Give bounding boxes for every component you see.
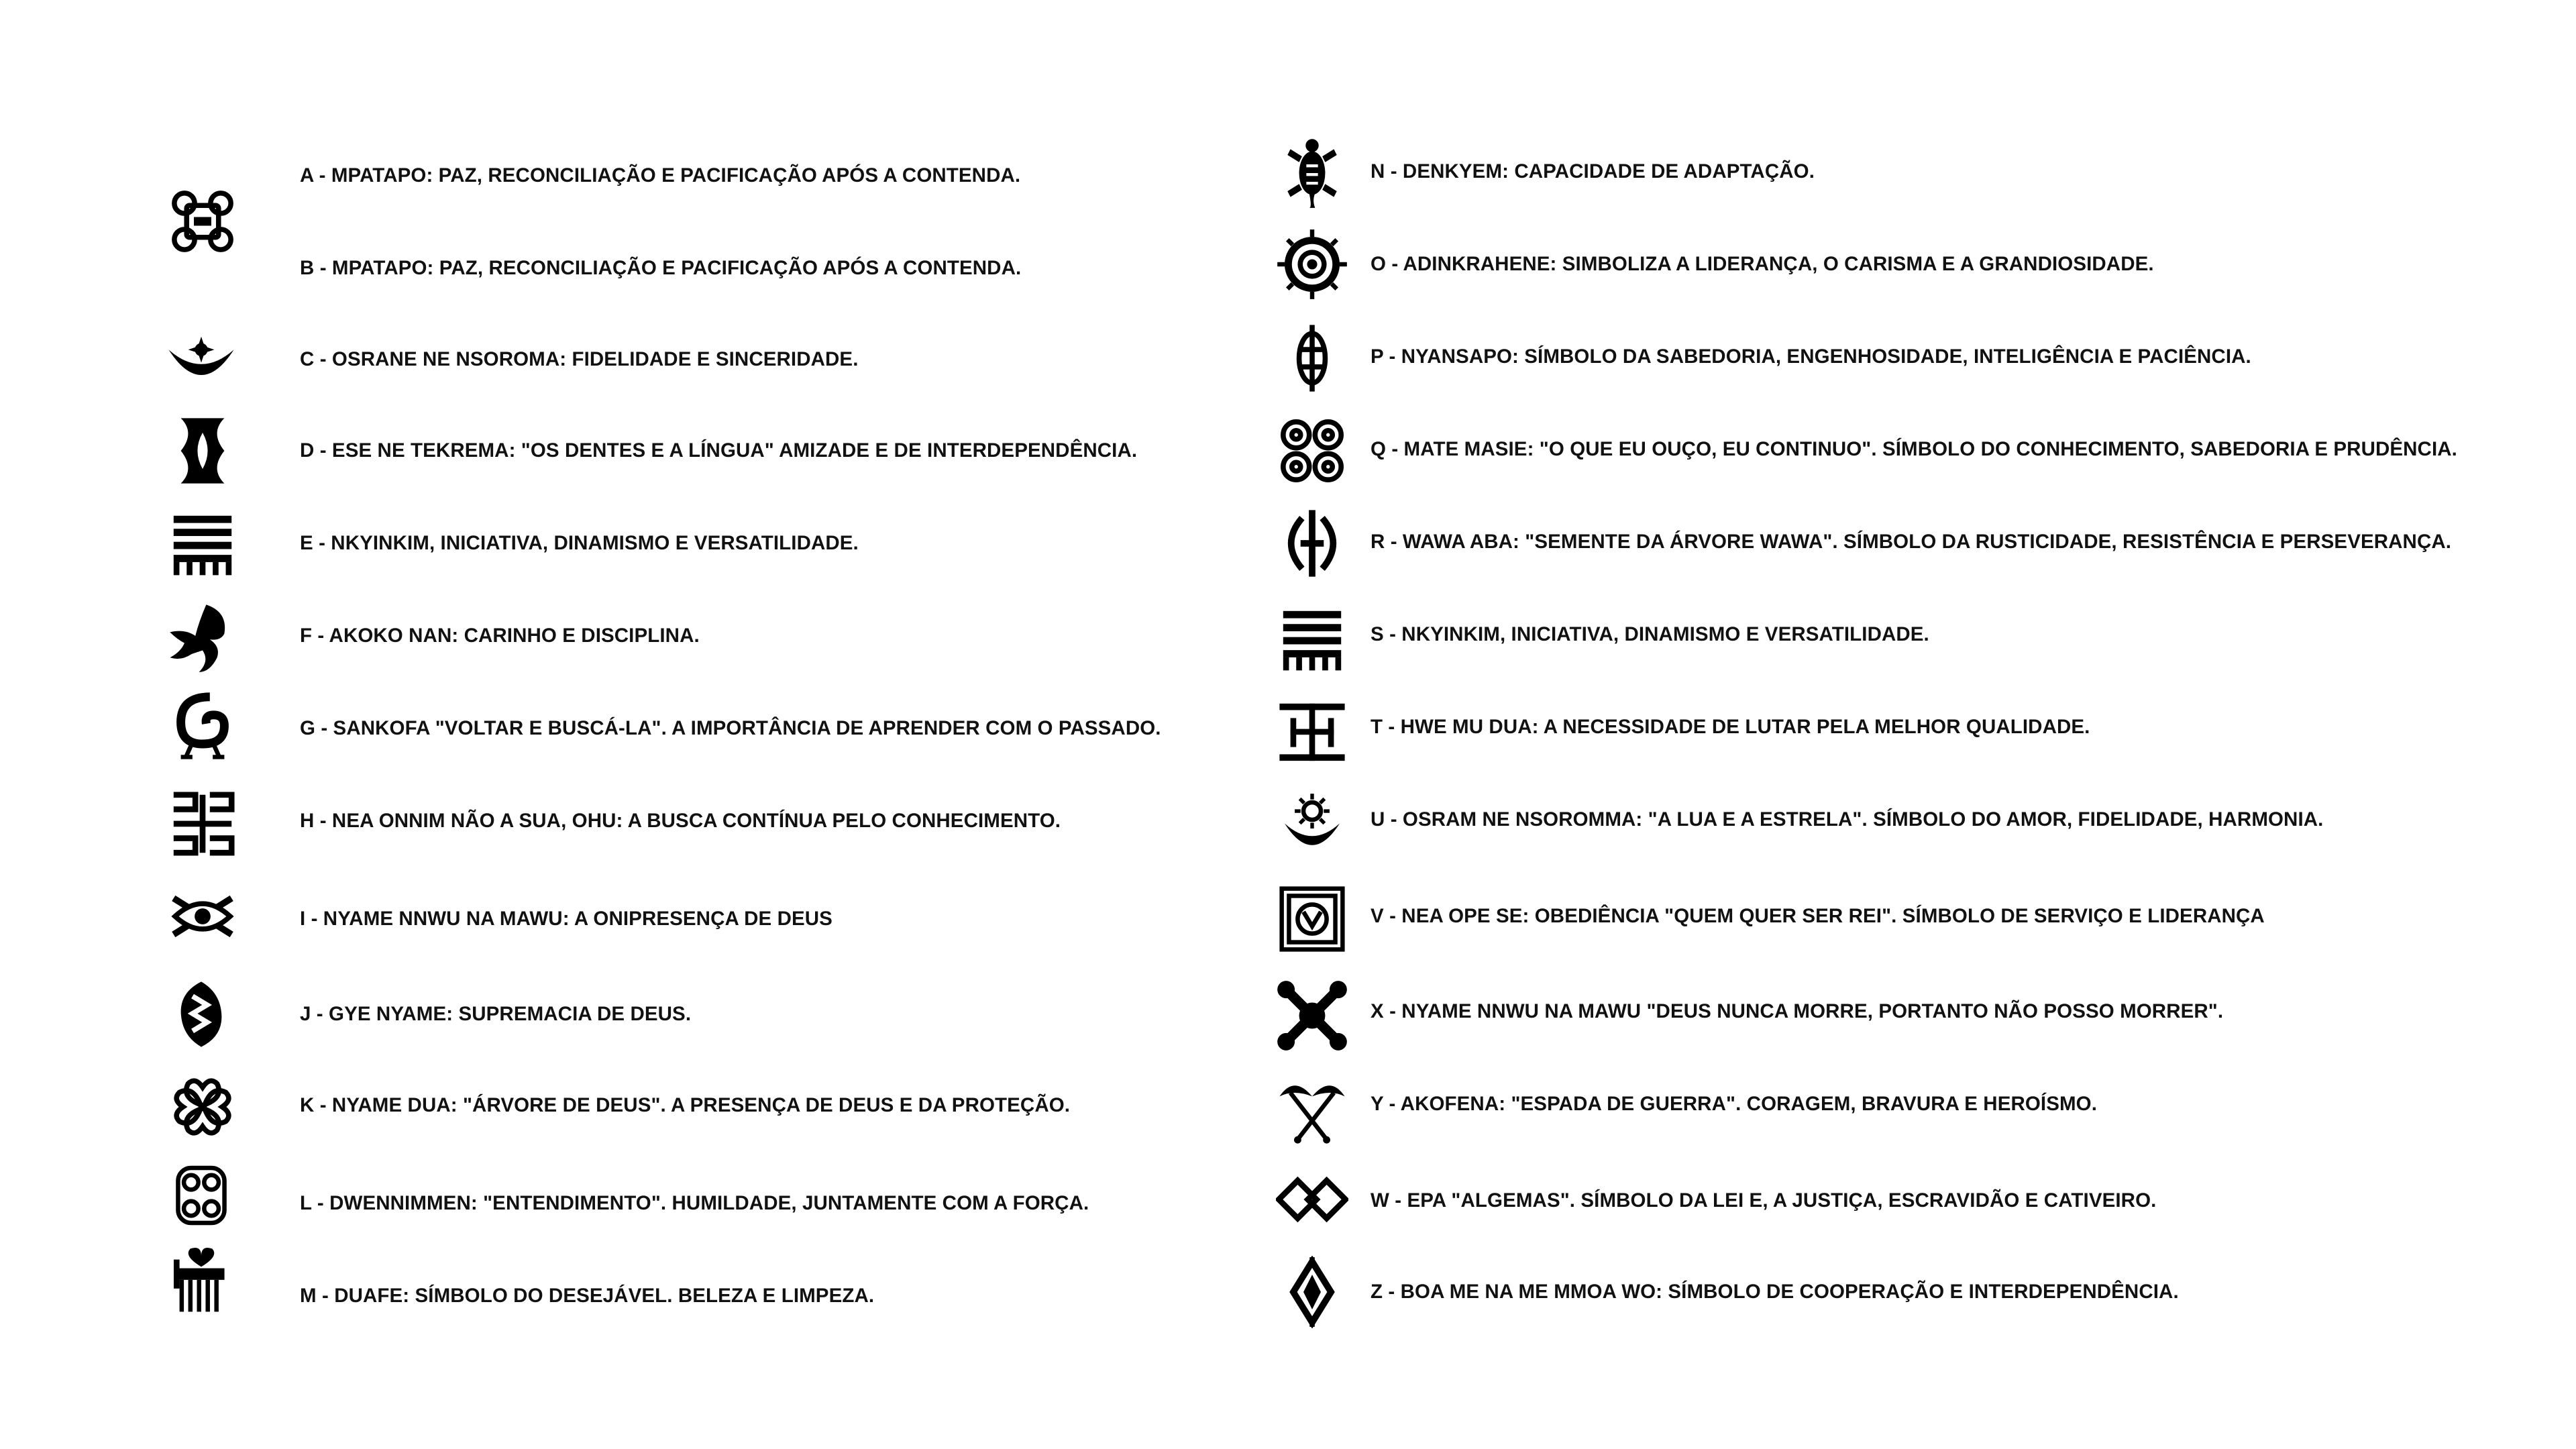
mpatapo-knot-icon [166, 185, 239, 258]
item-label-x: X - NYAME NNWU NA MAWU "DEUS NUNCA MORRE, PORTANTO NÃO POSSO MORRER". [1371, 1000, 2224, 1022]
item-label-b: B - MPATAPO: PAZ, RECONCILIAÇÃO E PACIFICAÇÃO APÓS A CONTENDA. [300, 257, 1022, 279]
item-label-c: C - OSRANE NE NSOROMA: FIDELIDADE E SINCERIDADE. [300, 348, 859, 370]
item-label-e: E - NKYINKIM, INICIATIVA, DINAMISMO E VERSATILIDADE. [300, 532, 859, 554]
nkyinkim-zigzag-icon [1276, 604, 1348, 676]
item-label-a: A - MPATAPO: PAZ, RECONCILIAÇÃO E PACIFICAÇÃO APÓS A CONTENDA. [300, 164, 1021, 186]
item-label-s: S - NKYINKIM, INICIATIVA, DINAMISMO E VERSATILIDADE. [1371, 623, 1929, 645]
teeth-tongue-icon [166, 415, 239, 487]
item-label-o: O - ADINKRAHENE: SIMBOLIZA A LIDERANÇA, O CARISMA E A GRANDIOSIDADE. [1371, 253, 2154, 275]
item-label-v: V - NEA OPE SE: OBEDIÊNCIA "QUEM QUER SER REI". SÍMBOLO DE SERVIÇO E LIDERANÇA [1371, 905, 2265, 927]
four-ears-icon [1276, 415, 1348, 487]
item-label-q: Q - MATE MASIE: "O QUE EU OUÇO, EU CONTINUO". SÍMBOLO DO CONHECIMENTO, SABEDORIA E PRUDÊNCIA. [1371, 438, 2457, 460]
moon-sun-icon [1276, 784, 1348, 856]
item-label-h: H - NEA ONNIM NÃO A SUA, OHU: A BUSCA CONTÍNUA PELO CONHECIMENTO. [300, 810, 1061, 832]
handcuffs-icon [1276, 1163, 1348, 1236]
item-label-y: Y - AKOFENA: "ESPADA DE GUERRA". CORAGEM, BRAVURA E HEROÍSMO. [1371, 1093, 2098, 1115]
wisdom-knot-icon [1276, 322, 1348, 394]
nkyinkim-zigzag-icon [166, 508, 239, 581]
eye-crossed-icon [166, 880, 239, 953]
wooden-comb-icon [165, 1245, 237, 1318]
item-label-j: J - GYE NYAME: SUPREMACIA DE DEUS. [300, 1003, 692, 1025]
cross-dots-icon [1276, 979, 1348, 1052]
item-label-p: P - NYANSAPO: SÍMBOLO DA SABEDORIA, ENGENHOSIDADE, INTELIGÊNCIA E PACIÊNCIA. [1371, 345, 2251, 368]
item-label-f: F - AKOKO NAN: CARINHO E DISCIPLINA. [300, 625, 700, 647]
knowledge-maze-icon [166, 788, 239, 860]
moon-star-icon [165, 321, 237, 393]
sankofa-bird-icon [166, 690, 239, 762]
item-label-k: K - NYAME DUA: "ÁRVORE DE DEUS". A PRESENÇA DE DEUS E DA PROTEÇÃO. [300, 1094, 1071, 1116]
crocodile-icon [1276, 137, 1348, 209]
gye-nyame-icon [165, 978, 237, 1051]
item-label-n: N - DENKYEM: CAPACIDADE DE ADAPTAÇÃO. [1371, 160, 1815, 182]
item-label-d: D - ESE NE TEKREMA: "OS DENTES E A LÍNGUA" AMIZADE E DE INTERDEPENDÊNCIA. [300, 439, 1138, 462]
item-label-t: T - HWE MU DUA: A NECESSIDADE DE LUTAR PELA MELHOR QUALIDADE. [1371, 716, 2090, 738]
measuring-stick-icon [1276, 696, 1348, 769]
item-label-g: G - SANKOFA "VOLTAR E BUSCÁ-LA". A IMPORTÂNCIA DE APRENDER COM O PASSADO. [300, 717, 1161, 739]
four-hearts-icon [166, 1071, 239, 1143]
hen-foot-icon [166, 601, 239, 674]
item-label-m: M - DUAFE: SÍMBOLO DO DESEJÁVEL. BELEZA E LIMPEZA. [300, 1285, 875, 1307]
sun-rings-icon [1276, 228, 1348, 301]
item-label-u: U - OSRAM NE NSOROMMA: "A LUA E A ESTRELA". SÍMBOLO DO AMOR, FIDELIDADE, HARMONIA. [1371, 808, 2324, 830]
cooperation-icon [1276, 1256, 1348, 1328]
item-label-r: R - WAWA ABA: "SEMENTE DA ÁRVORE WAWA". SÍMBOLO DA RUSTICIDADE, RESISTÊNCIA E PERSEVERANÇA. [1371, 531, 2452, 553]
item-label-z: Z - BOA ME NA ME MMOA WO: SÍMBOLO DE COOPERAÇÃO E INTERDEPENDÊNCIA. [1371, 1281, 2179, 1303]
ram-horns-spiral-icon [165, 1159, 237, 1232]
framed-seal-icon [1276, 883, 1348, 955]
item-label-i: I - NYAME NNWU NA MAWU: A ONIPRESENÇA DE DEUS [300, 908, 833, 930]
item-label-l: L - DWENNIMMEN: "ENTENDIMENTO". HUMILDADE, JUNTAMENTE COM A FORÇA. [300, 1192, 1089, 1214]
crossed-swords-icon [1276, 1075, 1348, 1147]
wawa-seed-icon [1276, 507, 1348, 580]
item-label-w: W - EPA "ALGEMAS". SÍMBOLO DA LEI E, A JUSTIÇA, ESCRAVIDÃO E CATIVEIRO. [1371, 1189, 2157, 1212]
